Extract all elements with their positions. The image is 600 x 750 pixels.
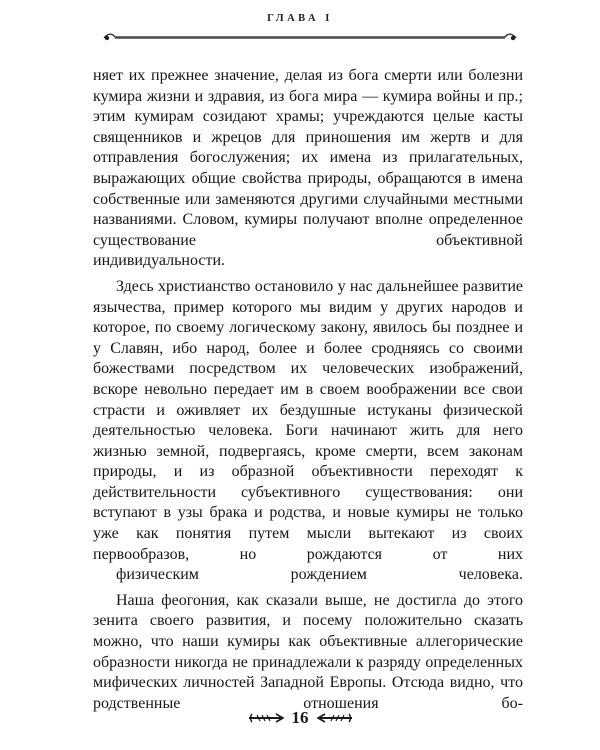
paragraph-2-tail: физическим рождением человека. <box>116 566 523 584</box>
right-flourish-icon <box>317 712 353 724</box>
paragraph-1-text: няет их прежнее значение, делая из бога смерти или болезни кумира жизни и здравия, из бога мира — кумира войны и пр.; этим кумирам созидают храмы; учреждаются целые касты священников и жрецов для приношения им жертв и для отправления богослужения; их имена из прилагательных, выражающих общие свойства природы, обращаются в имена собственные или заменяются другими случайными местными названиями. Словом, кумиры получают вполне определенное существование объективной <box>93 67 523 249</box>
left-flourish-icon <box>248 712 284 724</box>
paragraph-3 <box>93 591 523 715</box>
paragraph-2-text: Здесь христианство остановило у нас дальнейшее развитие язычества, пример которого мы видим у других народов и которое, по своему логическому закону, явилось бы позднее и у Славян, ибо народ, более и более сродняясь со своими божествами посредством их человеческих изображений, вскоре невольно передает им в своем воображении все свои страсти и оживляет их бездушные истуканы физической деятельностью человека. Боги начинают жить для него жизнью земной, подвергаясь, кроме смерти, всем законам природы, и из образной объективности переходят к действительности субъективного существования: они вступают в узы брака и родства, и новые кумиры не только уже как понятия путем мысли вытекают из своих первообразов, но рождаются от них <box>93 277 523 563</box>
running-head: ГЛАВА I <box>267 13 333 24</box>
paragraph-1 <box>93 66 523 272</box>
paragraph-3-text: Наша феогония, как сказали выше, не достигла до этого зенита своего развития, и посему положительно сказать можно, что наши кумиры как объективные аллегорические образности никогда не принадлежали к разряду определенных мифических личностей Западной Европы. Отсюда видно, что родственные отношения бо- <box>93 591 523 712</box>
page-number: 16 <box>291 708 309 727</box>
page-body <box>93 66 523 714</box>
page-footer <box>0 708 600 728</box>
paragraph-1-tail: индивидуальности. <box>93 252 226 270</box>
paragraph-2 <box>93 277 523 586</box>
header-ornamental-rule <box>100 30 520 44</box>
